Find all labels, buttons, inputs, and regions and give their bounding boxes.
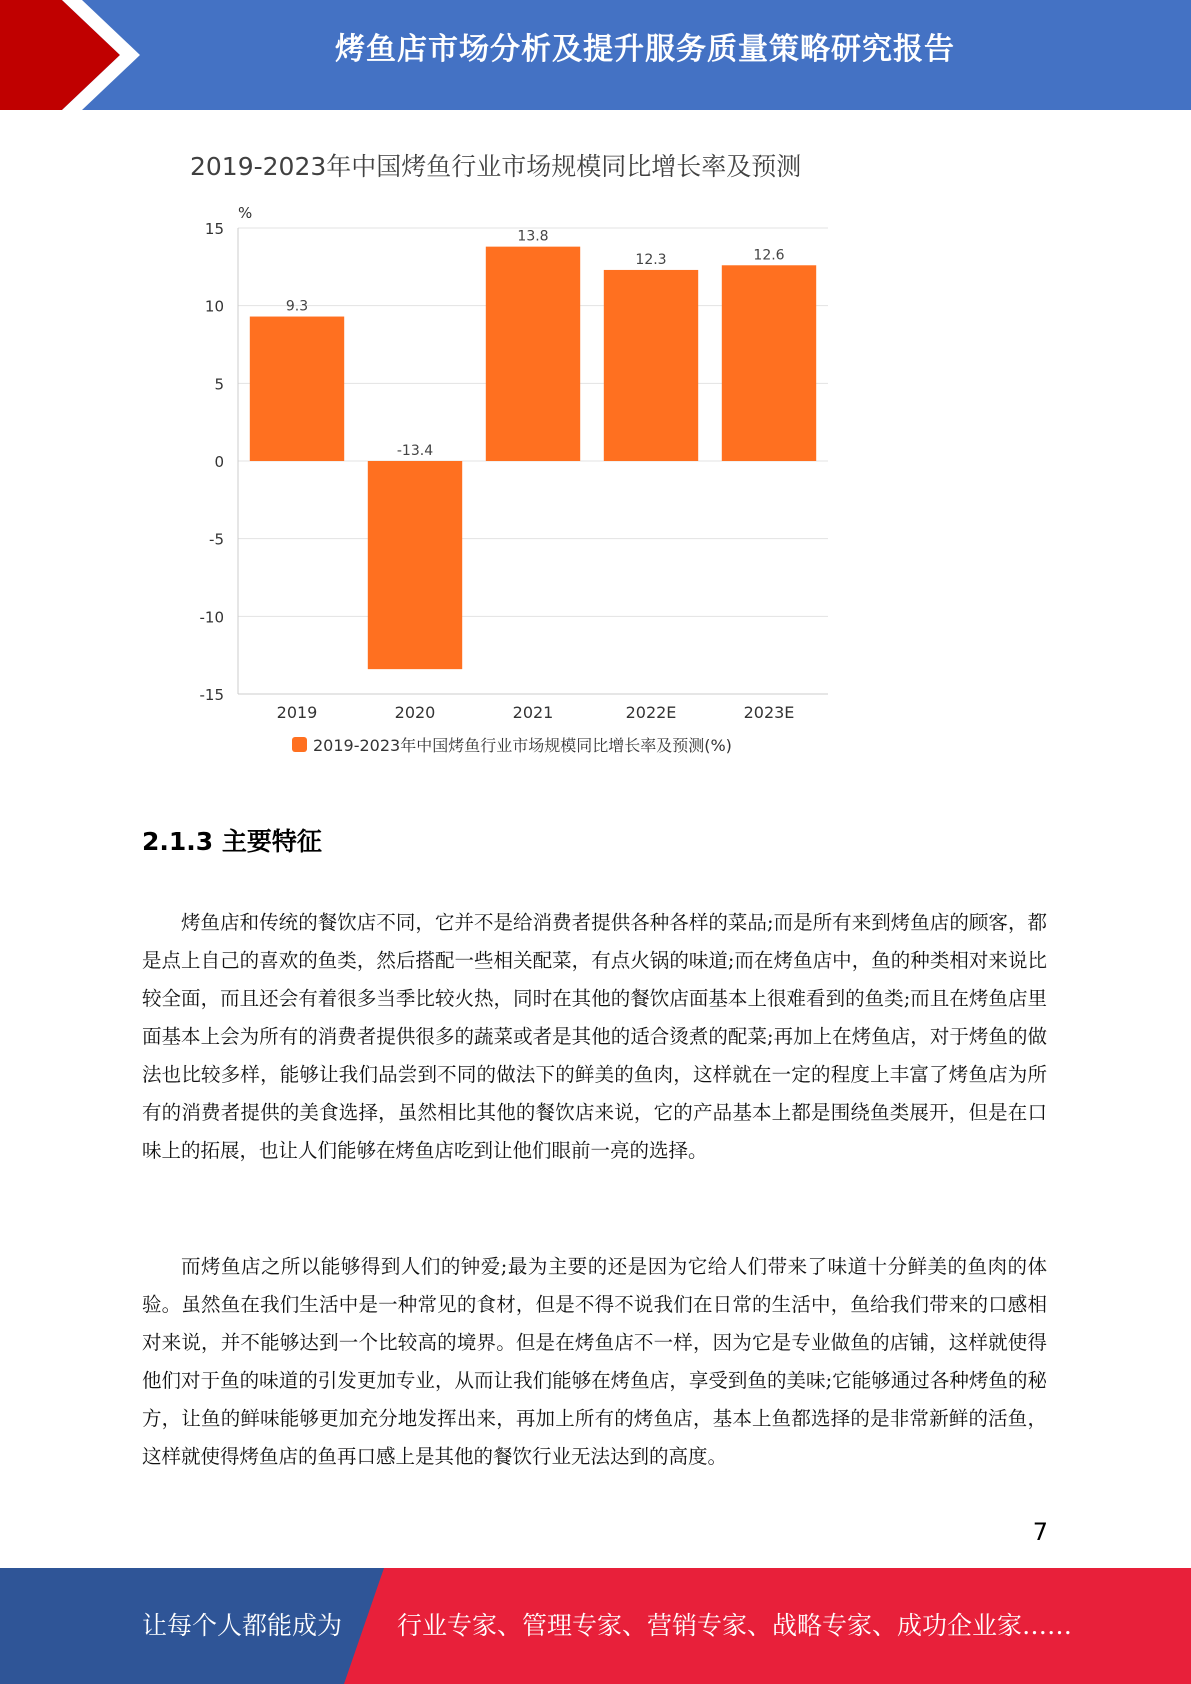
bar-2023E — [722, 265, 816, 461]
y-tick-label: 0 — [214, 453, 224, 471]
growth-rate-chart — [170, 140, 890, 780]
bar-2020 — [368, 461, 462, 669]
y-tick-label: 15 — [204, 220, 224, 238]
data-label: -13.4 — [396, 443, 434, 459]
legend-label: 2019-2023年中国烤鱼行业市场规模同比增长率及预测(%) — [313, 736, 732, 755]
footer-slogan-left: 让每个人都能成为 — [142, 1611, 343, 1640]
bar-2021 — [486, 247, 580, 461]
data-label: 12.3 — [635, 251, 667, 268]
x-tick-label: 2020 — [394, 703, 436, 722]
y-tick-label: -5 — [209, 530, 224, 549]
x-tick-label: 2022E — [625, 703, 677, 722]
data-label: 9.3 — [285, 298, 309, 315]
x-tick-label: 2021 — [512, 703, 554, 722]
body-paragraph-1: 烤鱼店和传统的餐饮店不同，它并不是给消费者提供各种各样的菜品;而是所有来到烤鱼店的顾客，都是点上自己的喜欢的鱼类，然后搭配一些相关配菜，有点火锅的味道;而在烤鱼店中，鱼的种类相对来说比较全面，而且还会有着很多当季比较火热，同时在其他的餐饮店面基本上很难看到的鱼类;而且在烤鱼店里面基本上会为所有的消费者提供很多的蔬菜或者是其他的适合烫煮的配菜;再加上在烤鱼店，对于烤鱼的做法也比较多样，能够让我们品尝到不同的做法下的鲜美的鱼肉，这样就在一定的程度上丰富了烤鱼店为所有的消费者提供的美食选择，虽然相比其他的餐饮店来说，它的产品基本上都是围绕鱼类展开，但是在口味上的拓展，也让人们能够在烤鱼店吃到让他们眼前一亮的选择。 — [142, 911, 1047, 1162]
x-tick-label: 2019 — [276, 703, 318, 722]
data-label: 12.6 — [753, 247, 785, 264]
chart-title: 2019-2023年中国烤鱼行业市场规模同比增长率及预测 — [190, 152, 802, 181]
y-tick-label: -15 — [199, 686, 224, 704]
y-tick-label: -10 — [199, 608, 224, 627]
legend-swatch — [292, 737, 307, 752]
page-footer — [0, 1568, 1191, 1684]
y-axis-unit: % — [238, 204, 253, 222]
section-heading: 2.1.3 主要特征 — [142, 827, 322, 856]
page-number: 7 — [1032, 1518, 1048, 1546]
y-tick-label: 10 — [204, 297, 224, 316]
bar-2022E — [604, 270, 698, 461]
chart-svg — [170, 140, 890, 780]
body-paragraph-2: 而烤鱼店之所以能够得到人们的钟爱;最为主要的还是因为它给人们带来了味道十分鲜美的鱼肉的体验。虽然鱼在我们生活中是一种常见的食材，但是不得不说我们在日常的生活中，鱼给我们带来的口感相对来说，并不能够达到一个比较高的境界。但是在烤鱼店不一样，因为它是专业做鱼的店铺，这样就使得他们对于鱼的味道的引发更加专业，从而让我们能够在烤鱼店，享受到鱼的美味;它能够通过各种烤鱼的秘方，让鱼的鲜味能够更加充分地发挥出来，再加上所有的烤鱼店，基本上鱼都选择的是非常新鲜的活鱼，这样就使得烤鱼店的鱼再口感上是其他的餐饮行业无法达到的高度。 — [142, 1255, 1047, 1468]
y-tick-label: 5 — [214, 375, 224, 394]
report-title: 烤鱼店市场分析及提升服务质量策略研究报告 — [335, 32, 955, 67]
footer-slogan-right: 行业专家、管理专家、营销专家、战略专家、成功企业家…… — [397, 1611, 1073, 1640]
page-header — [0, 0, 1191, 110]
x-tick-label: 2023E — [743, 703, 795, 722]
data-label: 13.8 — [517, 228, 549, 245]
bar-2019 — [250, 317, 344, 461]
